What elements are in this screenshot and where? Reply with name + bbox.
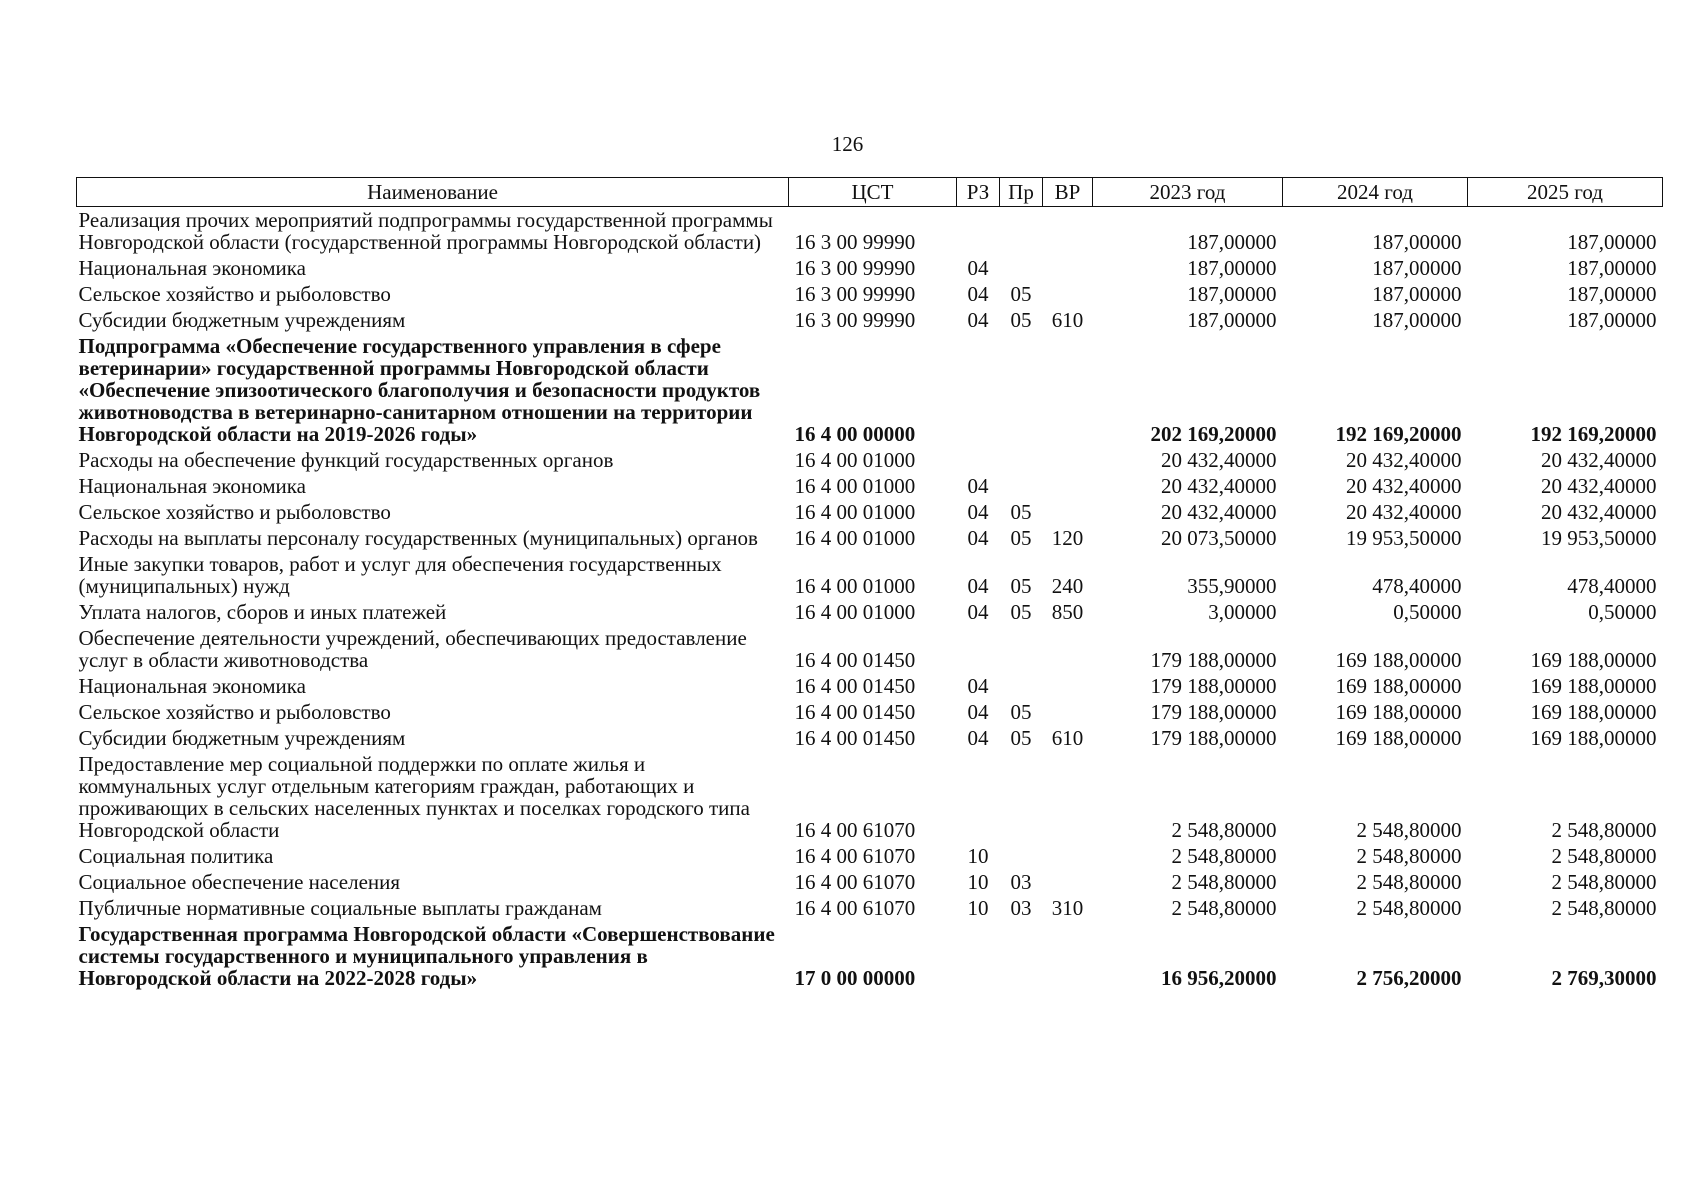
row-cst: 16 4 00 01000 — [794, 600, 916, 624]
row-value-2023: 20 432,40000 — [1161, 500, 1277, 524]
table-header — [77, 178, 1663, 207]
row-value-2024: 20 432,40000 — [1346, 448, 1462, 472]
row-rz: 04 — [967, 500, 989, 524]
row-rz: 04 — [967, 308, 989, 332]
row-rz — [957, 207, 1000, 256]
row-pr: 05 — [1010, 308, 1032, 332]
row-name: Уплата налогов, сборов и иных платежей — [78, 600, 447, 624]
row-cst: 16 3 00 99990 — [794, 282, 916, 306]
row-rz: 04 — [967, 526, 989, 550]
row-cst: 16 4 00 01450 — [794, 674, 916, 698]
row-name: Иные закупки товаров, работ и услуг для обеспечения государственных (муниципальных) нужд — [78, 552, 722, 598]
row-rz — [957, 625, 1000, 673]
header-2025: 2025 год — [1468, 178, 1663, 207]
row-value-2024: 169 188,00000 — [1335, 648, 1462, 672]
table-row — [77, 307, 1663, 333]
table-row — [77, 725, 1663, 751]
row-pr: 05 — [1010, 574, 1032, 598]
row-value-2024: 187,00000 — [1372, 230, 1462, 254]
row-name: Расходы на обеспечение функций государственных органов — [78, 448, 614, 472]
page-number: 126 — [831, 132, 864, 156]
row-value-2024: 478,40000 — [1372, 574, 1462, 598]
row-name: Государственная программа Новгородской области «Совершенствование системы государственного и муниципального управления в Новгородской области на 2022-2028 годы» — [78, 922, 775, 990]
row-cst: 16 4 00 01450 — [794, 648, 916, 672]
row-vr — [1043, 281, 1093, 307]
row-cst: 16 3 00 99990 — [794, 256, 916, 280]
row-name: Предоставление мер социальной поддержки по оплате жилья и коммунальных услуг отдельным категориям граждан, работающих и проживающих в сельских населенных пунктах и поселках городского типа Новгородской области — [78, 752, 750, 842]
table-row — [77, 525, 1663, 551]
table-row — [77, 333, 1663, 447]
row-name: Сельское хозяйство и рыболовство — [78, 500, 391, 524]
header-rz: РЗ — [957, 178, 1000, 207]
row-value-2025: 19 953,50000 — [1541, 526, 1657, 550]
row-cst: 17 0 00 00000 — [794, 966, 916, 990]
table-row — [77, 699, 1663, 725]
table-row — [77, 751, 1663, 843]
row-value-2025: 192 169,20000 — [1530, 422, 1657, 446]
row-vr: 610 — [1051, 308, 1084, 332]
table-row — [77, 281, 1663, 307]
row-cst: 16 3 00 99990 — [794, 308, 916, 332]
row-cst: 16 4 00 61070 — [794, 896, 916, 920]
row-vr: 850 — [1051, 600, 1084, 624]
row-cst: 16 4 00 61070 — [794, 818, 916, 842]
row-pr: 05 — [1010, 526, 1032, 550]
row-pr: 05 — [1010, 726, 1032, 750]
row-name: Социальное обеспечение населения — [78, 870, 401, 894]
row-pr — [1000, 255, 1043, 281]
row-value-2024: 20 432,40000 — [1346, 474, 1462, 498]
row-rz: 04 — [967, 726, 989, 750]
row-pr — [1000, 673, 1043, 699]
row-value-2025: 187,00000 — [1567, 282, 1657, 306]
row-value-2023: 179 188,00000 — [1150, 700, 1277, 724]
header-row — [77, 178, 1663, 207]
row-value-2023: 187,00000 — [1187, 230, 1277, 254]
row-value-2025: 169 188,00000 — [1530, 674, 1657, 698]
row-value-2025: 187,00000 — [1567, 308, 1657, 332]
row-name: Подпрограмма «Обеспечение государственного управления в сфере ветеринарии» государственной программы Новгородской области «Обеспечение эпизоотического благополучия и безопасности продуктов животноводства в ветеринарно-санитарном отношении на территории Новгородской области на 2019-2026 годы» — [78, 334, 761, 446]
row-value-2023: 187,00000 — [1187, 282, 1277, 306]
row-name: Публичные нормативные социальные выплаты гражданам — [78, 896, 602, 920]
table-row — [77, 599, 1663, 625]
row-cst: 16 4 00 01000 — [794, 500, 916, 524]
table-row — [77, 447, 1663, 473]
header-2024: 2024 год — [1283, 178, 1468, 207]
table-row — [77, 921, 1663, 991]
row-value-2025: 2 769,30000 — [1551, 966, 1657, 990]
row-value-2024: 2 548,80000 — [1356, 844, 1462, 868]
row-value-2025: 2 548,80000 — [1551, 818, 1657, 842]
row-name: Субсидии бюджетным учреждениям — [78, 726, 406, 750]
table-row — [77, 895, 1663, 921]
row-rz: 04 — [967, 674, 989, 698]
row-cst: 16 4 00 01000 — [794, 526, 916, 550]
row-rz — [957, 751, 1000, 843]
row-cst: 16 4 00 00000 — [794, 422, 916, 446]
row-value-2023: 16 956,20000 — [1161, 966, 1277, 990]
row-pr — [1000, 207, 1043, 256]
header-cst: ЦСТ — [789, 178, 957, 207]
row-value-2023: 2 548,80000 — [1171, 818, 1277, 842]
row-value-2025: 169 188,00000 — [1530, 700, 1657, 724]
table-row — [77, 551, 1663, 599]
row-pr: 05 — [1010, 600, 1032, 624]
row-rz — [957, 333, 1000, 447]
row-vr — [1043, 333, 1093, 447]
row-rz: 10 — [967, 844, 989, 868]
row-vr — [1043, 673, 1093, 699]
header-pr: Пр — [1000, 178, 1043, 207]
row-value-2024: 2 548,80000 — [1356, 870, 1462, 894]
row-value-2023: 20 432,40000 — [1161, 448, 1277, 472]
row-value-2025: 20 432,40000 — [1541, 448, 1657, 472]
row-value-2025: 2 548,80000 — [1551, 896, 1657, 920]
row-rz: 04 — [967, 574, 989, 598]
row-rz: 04 — [967, 474, 989, 498]
row-value-2024: 2 548,80000 — [1356, 896, 1462, 920]
row-value-2023: 187,00000 — [1187, 256, 1277, 280]
row-vr: 120 — [1051, 526, 1084, 550]
row-value-2025: 2 548,80000 — [1551, 844, 1657, 868]
row-name: Сельское хозяйство и рыболовство — [78, 282, 391, 306]
header-name: Наименование — [77, 178, 789, 207]
row-value-2024: 2 548,80000 — [1356, 818, 1462, 842]
table-row — [77, 499, 1663, 525]
row-value-2023: 2 548,80000 — [1171, 870, 1277, 894]
row-vr — [1043, 625, 1093, 673]
budget-table — [76, 177, 1663, 991]
table-body — [77, 207, 1663, 992]
row-name: Сельское хозяйство и рыболовство — [78, 700, 391, 724]
row-rz — [957, 921, 1000, 991]
row-pr: 05 — [1010, 282, 1032, 306]
row-value-2024: 187,00000 — [1372, 282, 1462, 306]
row-value-2025: 0,50000 — [1588, 600, 1657, 624]
row-name: Социальная политика — [78, 844, 274, 868]
row-name: Национальная экономика — [78, 674, 306, 698]
row-pr: 03 — [1010, 896, 1032, 920]
table-row — [77, 625, 1663, 673]
table-row — [77, 869, 1663, 895]
row-name: Расходы на выплаты персоналу государственных (муниципальных) органов — [78, 526, 758, 550]
row-vr — [1043, 499, 1093, 525]
row-rz — [957, 447, 1000, 473]
row-pr: 03 — [1010, 870, 1032, 894]
row-value-2023: 3,00000 — [1208, 600, 1277, 624]
table-row — [77, 207, 1663, 256]
row-value-2024: 187,00000 — [1372, 256, 1462, 280]
row-name: Национальная экономика — [78, 256, 306, 280]
row-value-2025: 187,00000 — [1567, 256, 1657, 280]
row-rz: 04 — [967, 282, 989, 306]
row-rz: 10 — [967, 870, 989, 894]
row-value-2023: 179 188,00000 — [1150, 674, 1277, 698]
row-cst: 16 4 00 01450 — [794, 700, 916, 724]
row-vr — [1043, 921, 1093, 991]
row-name: Реализация прочих мероприятий подпрограммы государственной программы Новгородской области (государственной программы Новгородской области) — [78, 208, 773, 254]
row-value-2024: 19 953,50000 — [1346, 526, 1462, 550]
row-value-2023: 2 548,80000 — [1171, 844, 1277, 868]
row-rz: 04 — [967, 600, 989, 624]
row-vr: 610 — [1051, 726, 1084, 750]
table-row — [77, 843, 1663, 869]
row-vr — [1043, 255, 1093, 281]
row-value-2023: 355,90000 — [1187, 574, 1277, 598]
row-value-2023: 20 432,40000 — [1161, 474, 1277, 498]
row-vr — [1043, 473, 1093, 499]
row-pr — [1000, 447, 1043, 473]
row-value-2025: 169 188,00000 — [1530, 648, 1657, 672]
row-name: Обеспечение деятельности учреждений, обеспечивающих предоставление услуг в области животноводства — [78, 626, 747, 672]
row-value-2025: 169 188,00000 — [1530, 726, 1657, 750]
header-2023: 2023 год — [1093, 178, 1283, 207]
row-cst: 16 4 00 61070 — [794, 870, 916, 894]
row-cst: 16 4 00 01450 — [794, 726, 916, 750]
row-value-2024: 169 188,00000 — [1335, 700, 1462, 724]
table-row — [77, 255, 1663, 281]
row-name: Субсидии бюджетным учреждениям — [78, 308, 406, 332]
row-value-2023: 187,00000 — [1187, 308, 1277, 332]
row-vr — [1043, 207, 1093, 256]
row-pr — [1000, 473, 1043, 499]
row-value-2024: 20 432,40000 — [1346, 500, 1462, 524]
row-pr — [1000, 843, 1043, 869]
row-cst: 16 4 00 01000 — [794, 448, 916, 472]
row-value-2024: 169 188,00000 — [1335, 726, 1462, 750]
row-pr — [1000, 921, 1043, 991]
row-value-2024: 0,50000 — [1393, 600, 1462, 624]
row-vr: 310 — [1051, 896, 1084, 920]
row-value-2023: 2 548,80000 — [1171, 896, 1277, 920]
row-vr — [1043, 447, 1093, 473]
header-vr: ВР — [1043, 178, 1093, 207]
row-value-2025: 20 432,40000 — [1541, 500, 1657, 524]
row-value-2024: 169 188,00000 — [1335, 674, 1462, 698]
row-rz: 10 — [967, 896, 989, 920]
row-value-2023: 20 073,50000 — [1161, 526, 1277, 550]
row-cst: 16 4 00 61070 — [794, 844, 916, 868]
row-value-2025: 2 548,80000 — [1551, 870, 1657, 894]
row-value-2025: 20 432,40000 — [1541, 474, 1657, 498]
row-value-2024: 187,00000 — [1372, 308, 1462, 332]
row-vr: 240 — [1051, 574, 1084, 598]
row-value-2025: 478,40000 — [1567, 574, 1657, 598]
row-value-2023: 179 188,00000 — [1150, 648, 1277, 672]
row-rz: 04 — [967, 700, 989, 724]
row-pr: 05 — [1010, 500, 1032, 524]
table-row — [77, 673, 1663, 699]
row-name: Национальная экономика — [78, 474, 306, 498]
row-vr — [1043, 751, 1093, 843]
row-cst: 16 4 00 01000 — [794, 574, 916, 598]
row-vr — [1043, 869, 1093, 895]
row-pr — [1000, 751, 1043, 843]
row-vr — [1043, 843, 1093, 869]
table-row — [77, 473, 1663, 499]
row-cst: 16 4 00 01000 — [794, 474, 916, 498]
row-vr — [1043, 699, 1093, 725]
row-value-2023: 202 169,20000 — [1150, 422, 1277, 446]
row-value-2023: 179 188,00000 — [1150, 726, 1277, 750]
row-value-2024: 192 169,20000 — [1335, 422, 1462, 446]
row-pr — [1000, 625, 1043, 673]
row-value-2025: 187,00000 — [1567, 230, 1657, 254]
row-value-2024: 2 756,20000 — [1356, 966, 1462, 990]
row-cst: 16 3 00 99990 — [794, 230, 916, 254]
row-pr: 05 — [1010, 700, 1032, 724]
row-pr — [1000, 333, 1043, 447]
row-rz: 04 — [967, 256, 989, 280]
